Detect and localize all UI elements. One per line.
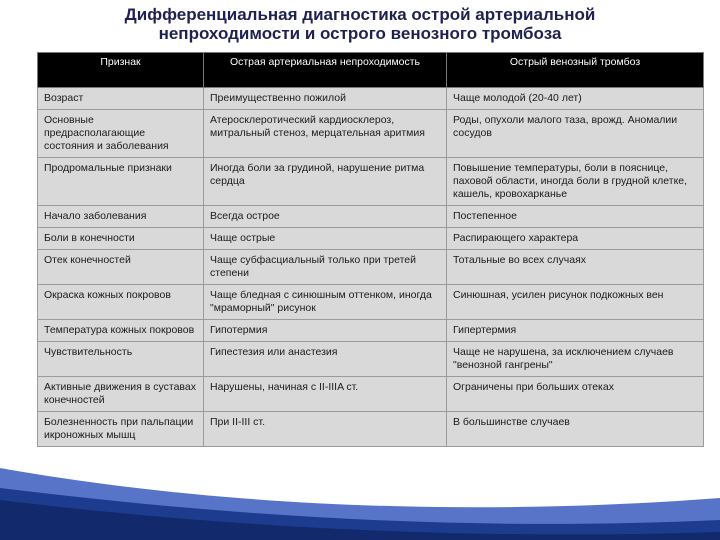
row-venous: Тотальные во всех случаях xyxy=(447,250,704,285)
row-venous: Роды, опухоли малого таза, врожд. Аномалии сосудов xyxy=(447,110,704,158)
row-sign: Окраска кожных покровов xyxy=(38,285,204,320)
table-row xyxy=(38,228,704,250)
row-sign: Отек конечностей xyxy=(38,250,204,285)
row-venous: Чаще не нарушена, за исключением случаев "венозной гангрены" xyxy=(447,342,704,377)
row-arterial: Чаще острые xyxy=(204,228,447,250)
table-row xyxy=(38,88,704,110)
row-venous: Чаще молодой (20-40 лет) xyxy=(447,88,704,110)
table-row xyxy=(38,342,704,377)
slide-title: Дифференциальная диагностика острой артериальной непроходимости и острого венозного тромбоза xyxy=(124,5,596,43)
diagnosis-table xyxy=(37,52,704,447)
table-row xyxy=(38,320,704,342)
row-venous: Синюшная, усилен рисунок подкожных вен xyxy=(447,285,704,320)
row-arterial: Гипестезия или анастезия xyxy=(204,342,447,377)
table-row xyxy=(38,377,704,412)
row-sign: Боли в конечности xyxy=(38,228,204,250)
row-arterial: Преимущественно пожилой xyxy=(204,88,447,110)
row-sign: Чувствительность xyxy=(38,342,204,377)
table-row xyxy=(38,250,704,285)
column-header-arterial: Острая артериальная непроходимость xyxy=(204,53,447,88)
row-sign: Возраст xyxy=(38,88,204,110)
row-arterial: Чаще субфасциальный только при третей степени xyxy=(204,250,447,285)
table-row xyxy=(38,110,704,158)
row-arterial: Чаще бледная с синюшным оттенком, иногда "мраморный" рисунок xyxy=(204,285,447,320)
table-row xyxy=(38,285,704,320)
row-sign: Основные предрасполагающие состояния и заболевания xyxy=(38,110,204,158)
row-arterial: Иногда боли за грудиной, нарушение ритма сердца xyxy=(204,158,447,206)
table-row xyxy=(38,206,704,228)
column-header-sign: Признак xyxy=(38,53,204,88)
table-header-row xyxy=(38,53,704,88)
table-row xyxy=(38,158,704,206)
row-venous: Постепенное xyxy=(447,206,704,228)
table-row xyxy=(38,412,704,447)
row-arterial: При II-III ст. xyxy=(204,412,447,447)
row-sign: Продромальные признаки xyxy=(38,158,204,206)
row-venous: Ограничены при больших отеках xyxy=(447,377,704,412)
row-venous: В большинстве случаев xyxy=(447,412,704,447)
row-venous: Повышение температуры, боли в пояснице, паховой области, иногда боли в грудной клетке, кашель, кровохарканье xyxy=(447,158,704,206)
row-sign: Начало заболевания xyxy=(38,206,204,228)
row-sign: Активные движения в суставах конечностей xyxy=(38,377,204,412)
row-venous: Распирающего характера xyxy=(447,228,704,250)
row-arterial: Гипотермия xyxy=(204,320,447,342)
row-arterial: Атеросклеротический кардиосклероз, митральный стеноз, мерцательная аритмия xyxy=(204,110,447,158)
row-sign: Температура кожных покровов xyxy=(38,320,204,342)
row-sign: Болезненность при пальпации икроножных мышц xyxy=(38,412,204,447)
row-arterial: Нарушены, начиная с II-IIIA ст. xyxy=(204,377,447,412)
column-header-venous: Острый венозный тромбоз xyxy=(447,53,704,88)
row-venous: Гипертермия xyxy=(447,320,704,342)
row-arterial: Всегда острое xyxy=(204,206,447,228)
